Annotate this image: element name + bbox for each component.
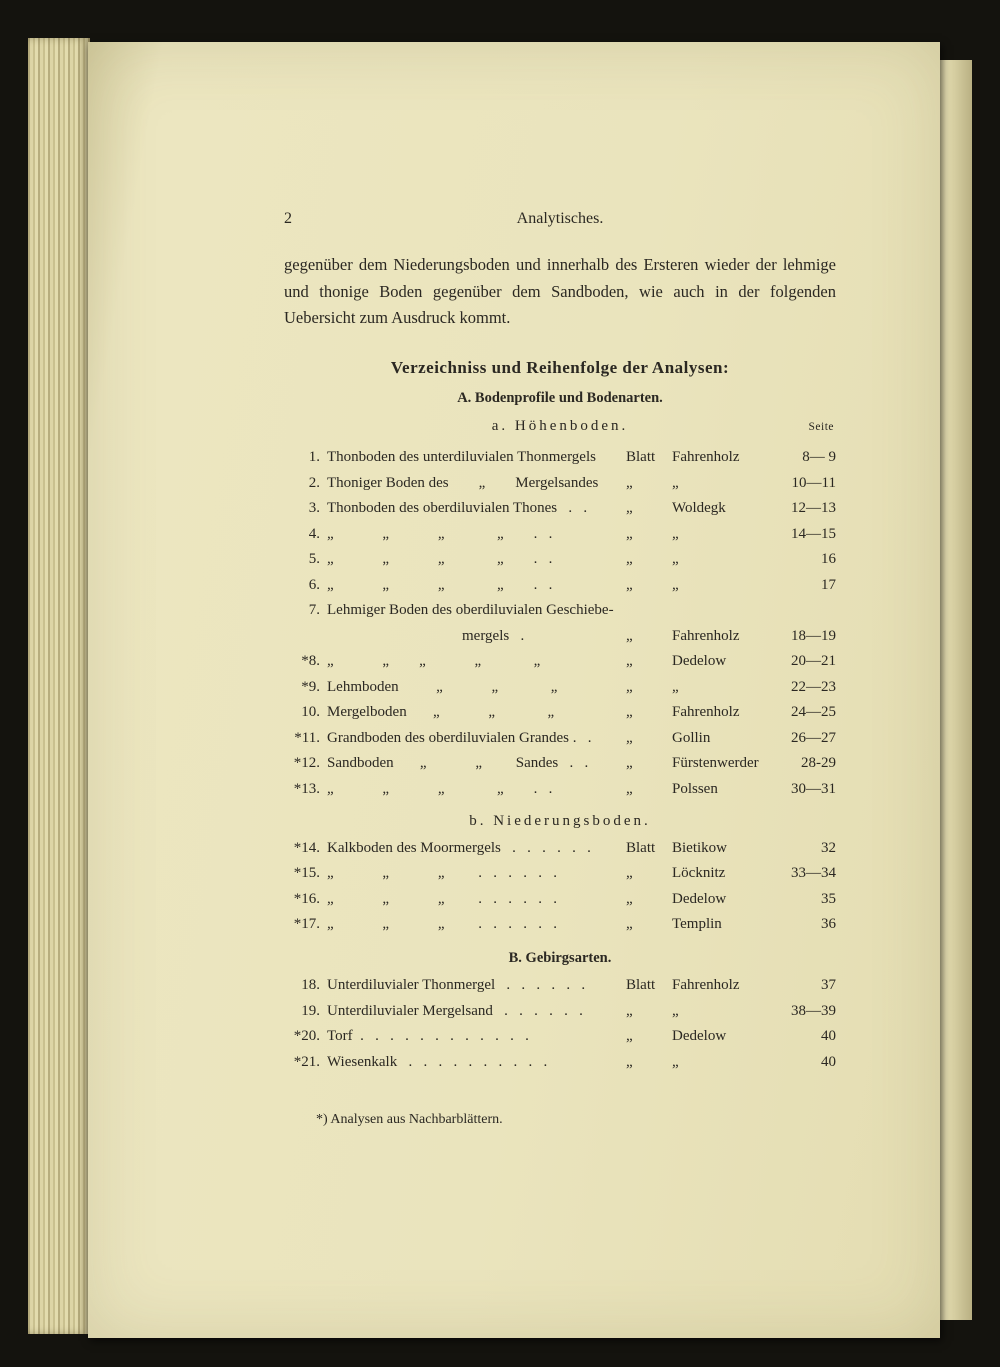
row-place: Templin (672, 916, 722, 933)
row-description: Lehmiger Boden des oberdiluvialen Geschiebe- (327, 602, 614, 619)
row-place: „ (672, 576, 679, 593)
row-description: „ „ „ . . . . . . (327, 916, 557, 933)
row-blatt: „ (626, 916, 633, 933)
row-number: *20. (293, 1028, 320, 1045)
row-description: Lehmboden „ „ „ (327, 678, 558, 695)
footnote: *) Analysen aus Nachbarblättern. (316, 1111, 503, 1127)
row-number: *15. (293, 865, 320, 882)
section-b-heading: B. Gebirgsarten. (508, 950, 612, 967)
row-pages: 40 (821, 1053, 836, 1070)
row-pages: 35 (821, 890, 836, 907)
running-header-title: Analytisches. (516, 210, 604, 227)
row-number: 5. (308, 551, 320, 568)
row-description: Thonboden des unterdiluvialen Thonmergels (327, 449, 596, 466)
toc-row (284, 651, 836, 671)
row-number: 7. (308, 602, 320, 619)
row-blatt: „ (626, 500, 633, 517)
row-place: „ (672, 1053, 679, 1070)
row-number: 10. (301, 704, 320, 721)
subsection-a-heading: a. Höhenboden. (491, 418, 629, 435)
row-place: Fürstenwerder (672, 755, 759, 772)
row-pages: 10—11 (791, 474, 836, 491)
row-pages: 12—13 (791, 500, 836, 517)
row-pages: 38—39 (791, 1002, 836, 1019)
toc-row (284, 447, 836, 467)
row-number: *16. (293, 890, 320, 907)
toc-row (284, 1001, 836, 1021)
row-description: „ „ „ . . . . . . (327, 865, 557, 882)
row-pages: 8— 9 (802, 449, 836, 466)
toc-row (284, 549, 836, 569)
book-page (88, 42, 940, 1338)
row-description: Grandboden des oberdiluvialen Grandes . . (327, 729, 592, 746)
toc-title: Verzeichniss und Reihenfolge der Analysen: (390, 358, 730, 378)
row-pages: 20—21 (791, 653, 836, 670)
toc-row (284, 863, 836, 883)
seite-column-label: Seite (808, 421, 834, 434)
toc-row (284, 575, 836, 595)
page-stack-edges (28, 38, 90, 1334)
row-blatt: „ (626, 576, 633, 593)
row-description: „ „ „ „ „ (327, 653, 541, 670)
row-blatt: „ (626, 780, 633, 797)
row-description: „ „ „ . . . . . . (327, 890, 557, 907)
page-number: 2 (284, 210, 292, 227)
toc-row (284, 473, 836, 493)
row-pages: 33—34 (791, 865, 836, 882)
row-number: 3. (308, 500, 320, 517)
row-description: „ „ „ „ . . (327, 551, 553, 568)
row-place: „ (672, 474, 679, 491)
toc-row (284, 600, 836, 620)
toc-row (284, 838, 836, 858)
subsection-a-row (284, 417, 836, 439)
row-place: Polssen (672, 780, 718, 797)
toc-row (284, 1026, 836, 1046)
toc-row (284, 728, 836, 748)
row-blatt: „ (626, 1028, 633, 1045)
row-place: Fahrenholz (672, 977, 740, 994)
row-place: „ (672, 525, 679, 542)
row-place: „ (672, 678, 679, 695)
row-description: Sandboden „ „ Sandes . . (327, 755, 589, 772)
row-pages: 28-29 (801, 755, 836, 772)
row-description: mergels . (327, 627, 525, 644)
row-blatt: „ (626, 755, 633, 772)
row-pages: 24—25 (791, 704, 836, 721)
row-number: *13. (293, 780, 320, 797)
row-pages: 22—23 (791, 678, 836, 695)
row-blatt: Blatt (626, 977, 656, 994)
row-place: Woldegk (672, 500, 726, 517)
toc-row (284, 779, 836, 799)
toc-row (284, 1052, 836, 1072)
row-description: „ „ „ „ . . (327, 576, 553, 593)
row-place: Dedelow (672, 653, 727, 670)
row-pages: 40 (821, 1028, 836, 1045)
row-blatt: „ (626, 474, 633, 491)
row-pages: 37 (821, 977, 836, 994)
page-content (284, 210, 836, 1128)
toc-row (284, 702, 836, 722)
row-place: Gollin (672, 729, 711, 746)
toc-row (284, 626, 836, 646)
row-blatt: Blatt (626, 449, 656, 466)
row-description: Wiesenkalk . . . . . . . . . . (327, 1053, 548, 1070)
toc-row (284, 753, 836, 773)
row-number: *12. (293, 755, 320, 772)
row-blatt: „ (626, 678, 633, 695)
row-place: Fahrenholz (672, 704, 740, 721)
row-number: *11. (294, 729, 320, 746)
running-header (284, 210, 836, 234)
row-number: *9. (301, 678, 320, 695)
toc-row (284, 975, 836, 995)
row-description: Unterdiluvialer Thonmergel . . . . . . (327, 977, 586, 994)
section-a-heading: A. Bodenprofile und Bodenarten. (457, 390, 663, 407)
toc-row (284, 524, 836, 544)
row-description: Thoniger Boden des „ Mergelsandes (327, 474, 599, 491)
row-blatt: „ (626, 865, 633, 882)
toc-list-gebirgsarten (284, 975, 836, 1072)
row-blatt: Blatt (626, 839, 656, 856)
row-place: Löcknitz (672, 865, 726, 882)
row-description: Torf . . . . . . . . . . . . (327, 1028, 529, 1045)
row-description: Thonboden des oberdiluvialen Thones . . (327, 500, 588, 517)
row-place: Bietikow (672, 839, 727, 856)
toc-row (284, 677, 836, 697)
row-pages: 26—27 (791, 729, 836, 746)
row-pages: 32 (821, 839, 836, 856)
row-number: 4. (308, 525, 320, 542)
row-number: *21. (293, 1053, 320, 1070)
row-number: *8. (301, 653, 320, 670)
toc-list-hoehenboden (284, 447, 836, 799)
row-blatt: „ (626, 525, 633, 542)
row-blatt: „ (626, 729, 633, 746)
row-description: Kalkboden des Moormergels . . . . . . (327, 839, 591, 856)
row-blatt: „ (626, 1002, 633, 1019)
row-description: Unterdiluvialer Mergelsand . . . . . . (327, 1002, 583, 1019)
row-blatt: „ (626, 627, 633, 644)
toc-row (284, 889, 836, 909)
row-blatt: „ (626, 890, 633, 907)
row-pages: 17 (821, 576, 836, 593)
toc-list-niederungsboden (284, 838, 836, 935)
row-pages: 18—19 (791, 627, 836, 644)
row-place: „ (672, 551, 679, 568)
row-blatt: „ (626, 704, 633, 721)
toc-row (284, 498, 836, 518)
row-place: Fahrenholz (672, 449, 740, 466)
row-blatt: „ (626, 653, 633, 670)
row-blatt: „ (626, 1053, 633, 1070)
subsection-b-heading: b. Niederungsboden. (469, 812, 651, 829)
row-number: 19. (301, 1002, 320, 1019)
row-number: 18. (301, 977, 320, 994)
body-paragraph: gegenüber dem Niederungsboden und innerhalb des Ersteren wieder der lehmige und thonige Boden gegenüber dem Sandboden, wie auch in der folgenden Uebersicht zum Ausdruck kommt. (284, 255, 836, 328)
toc-row (284, 914, 836, 934)
row-number: 6. (308, 576, 320, 593)
row-pages: 30—31 (791, 780, 836, 797)
row-place: Dedelow (672, 890, 727, 907)
row-pages: 14—15 (791, 525, 836, 542)
row-number: *17. (293, 916, 320, 933)
row-pages: 16 (821, 551, 836, 568)
row-description: Mergelboden „ „ „ (327, 704, 555, 721)
row-number: 2. (308, 474, 320, 491)
row-blatt: „ (626, 551, 633, 568)
row-place: Dedelow (672, 1028, 727, 1045)
row-number: 1. (308, 449, 320, 466)
row-place: Fahrenholz (672, 627, 740, 644)
row-pages: 36 (821, 916, 836, 933)
row-description: „ „ „ „ . . (327, 780, 553, 797)
row-number: *14. (293, 839, 320, 856)
row-place: „ (672, 1002, 679, 1019)
row-description: „ „ „ „ . . (327, 525, 553, 542)
